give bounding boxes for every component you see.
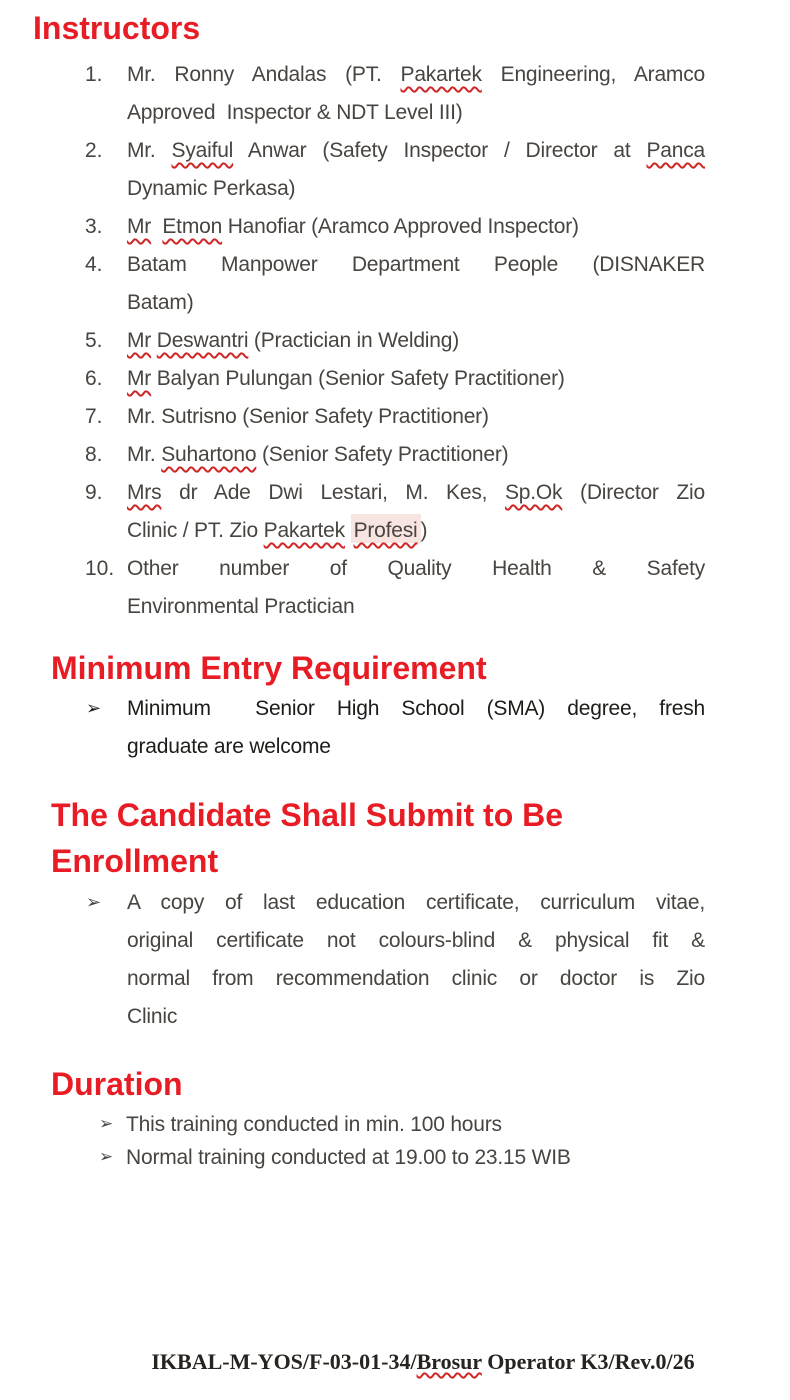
misspelled-word: Pakartek: [400, 63, 482, 86]
list-item-text: [126, 1108, 704, 1141]
text-segment: Approved Inspector & NDT Level III): [127, 101, 463, 124]
text-line: [127, 550, 705, 588]
list-number: 8.: [85, 443, 103, 466]
misspelled-word: Sp.Ok: [504, 481, 563, 504]
list-item-text: [127, 550, 705, 626]
text-segment: Mr. Ronny Andalas (PT.: [127, 63, 401, 86]
section-heading-duration: [51, 1064, 790, 1104]
text-line: [127, 728, 705, 766]
list-instructors: [0, 56, 790, 626]
misspelled-word: Syaiful: [171, 139, 234, 162]
list-item: [99, 1141, 790, 1174]
arrow-bullet-icon: ➢: [99, 1147, 114, 1167]
heading-line: Minimum Entry Requirement: [51, 650, 487, 686]
list-item: [85, 398, 790, 436]
misspelled-word: Etmon: [162, 215, 223, 238]
list-item: [85, 246, 790, 322]
text-segment: Batam Manpower Department People (DISNAKER: [127, 253, 705, 276]
list-item-text: [127, 398, 705, 436]
document-body: [0, 8, 790, 1174]
list-item: [85, 132, 790, 208]
text-line: [127, 208, 705, 246]
list-item: [85, 474, 790, 550]
list-item: [85, 56, 790, 132]
list-item-text: [127, 246, 705, 322]
heading-line: The Candidate Shall Submit to Be: [51, 797, 564, 833]
list-duration: [0, 1108, 790, 1174]
arrow-bullet-icon: ➢: [99, 1114, 114, 1134]
text-segment: (Senior Safety Practitioner): [256, 443, 509, 466]
text-segment: Mr.: [127, 139, 172, 162]
list-number: 7.: [85, 405, 103, 428]
text-line: [127, 56, 705, 94]
text-segment: [345, 519, 351, 542]
arrow-bullet-icon: ➢: [86, 698, 102, 719]
list-item-text: [127, 322, 705, 360]
misspelled-word: Mr: [127, 329, 152, 352]
section-instructors: [0, 8, 790, 626]
list-candidate-submit: [0, 884, 790, 1036]
section-minimum-entry: [0, 648, 790, 766]
section-heading-minimum-entry: [51, 648, 790, 688]
text-segment: A copy of last education certificate, curriculum vitae,: [127, 891, 705, 914]
text-line: [127, 284, 705, 322]
text-line: [127, 998, 705, 1036]
text-segment: Minimum Senior High School (SMA) degree, fresh: [127, 697, 705, 720]
heading-line: Duration: [51, 1066, 183, 1102]
misspelled-word: Brosur: [416, 1349, 482, 1374]
list-item: [85, 208, 790, 246]
heading-line: Enrollment: [51, 843, 219, 879]
list-item: [85, 550, 790, 626]
section-heading-candidate-submit: [51, 792, 790, 884]
text-segment: Dynamic Perkasa): [127, 177, 296, 200]
highlighted-word: Profesi: [351, 514, 421, 543]
heading-line: Instructors: [33, 10, 201, 46]
text-segment: Environmental Practician: [127, 595, 355, 618]
list-item: [86, 884, 790, 1036]
list-item: [99, 1108, 790, 1141]
list-item-text: [127, 132, 705, 208]
misspelled-word: Deswantri: [156, 329, 249, 352]
arrow-bullet-icon: ➢: [86, 892, 102, 913]
list-item-text: [127, 208, 705, 246]
text-segment: IKBAL-M-YOS/F-03-01-34/: [151, 1349, 417, 1374]
text-line: [127, 398, 705, 436]
list-number: 2.: [85, 139, 103, 162]
list-item: [86, 690, 790, 766]
misspelled-word: Pakartek: [263, 519, 345, 542]
text-segment: Mr. Sutrisno (Senior Safety Practitioner): [127, 405, 489, 428]
misspelled-word: Mr: [127, 215, 152, 238]
text-line: [127, 922, 705, 960]
list-item-text: [127, 436, 705, 474]
text-segment: Operator K3/Rev.0/26: [481, 1349, 695, 1374]
text-segment: Hanofiar (Aramco Approved Inspector): [222, 215, 579, 238]
misspelled-word: Suhartono: [161, 443, 257, 466]
section-heading-instructors: [33, 8, 790, 48]
text-line: [127, 94, 705, 132]
text-line: [127, 132, 705, 170]
text-segment: Clinic / PT. Zio: [127, 519, 264, 542]
list-item-text: [127, 360, 705, 398]
text-segment: Mr.: [127, 443, 162, 466]
list-item: [85, 436, 790, 474]
text-segment: Clinic: [127, 1005, 178, 1028]
document-footer: [0, 1348, 790, 1376]
section-candidate-submit: [0, 792, 790, 1036]
text-segment: dr Ade Dwi Lestari, M. Kes,: [161, 481, 505, 504]
text-segment: Batam): [127, 291, 194, 314]
list-item-text: [127, 56, 705, 132]
list-number: 4.: [85, 253, 103, 276]
list-number: 10.: [85, 557, 115, 580]
text-segment: [151, 215, 162, 238]
text-line: [127, 960, 705, 998]
text-line: [127, 322, 705, 360]
text-segment: (Practician in Welding): [248, 329, 460, 352]
list-item: [85, 360, 790, 398]
text-line: [126, 1141, 704, 1174]
list-item-text: [127, 690, 705, 766]
text-segment: Normal training conducted at 19.00 to 23.15 WIB: [126, 1146, 571, 1169]
list-number: 3.: [85, 215, 103, 238]
text-segment: Balyan Pulungan (Senior Safety Practitioner): [151, 367, 565, 390]
list-item: [85, 322, 790, 360]
list-number: 5.: [85, 329, 103, 352]
misspelled-word: Mrs: [127, 481, 162, 504]
text-line: [127, 246, 705, 284]
text-line: [127, 690, 705, 728]
text-segment: (Director Zio: [562, 481, 705, 504]
text-segment: This training conducted in min. 100 hours: [126, 1113, 502, 1136]
list-item-text: [126, 1141, 704, 1174]
list-number: 1.: [85, 63, 103, 86]
misspelled-word: Mr: [127, 367, 152, 390]
text-line: [127, 512, 705, 550]
misspelled-word: Panca: [646, 139, 706, 162]
text-segment: ): [420, 519, 428, 542]
text-line: [127, 474, 705, 512]
text-segment: graduate are welcome: [127, 735, 331, 758]
list-minimum-entry: [0, 690, 790, 766]
text-segment: normal from recommendation clinic or doctor is Zio: [127, 967, 705, 990]
text-line: [127, 588, 705, 626]
text-line: [127, 170, 705, 208]
text-segment: Other number of Quality Health & Safety: [127, 557, 705, 580]
list-item-text: [127, 884, 705, 1036]
text-line: [126, 1108, 704, 1141]
text-segment: Engineering, Aramco: [481, 63, 705, 86]
text-segment: original certificate not colours-blind & physical fit &: [127, 929, 705, 952]
text-segment: Anwar (Safety Inspector / Director at: [233, 139, 647, 162]
list-number: 6.: [85, 367, 103, 390]
section-duration: [0, 1064, 790, 1174]
list-item-text: [127, 474, 705, 550]
list-number: 9.: [85, 481, 103, 504]
text-line: [127, 884, 705, 922]
text-line: [127, 360, 705, 398]
text-line: [127, 436, 705, 474]
